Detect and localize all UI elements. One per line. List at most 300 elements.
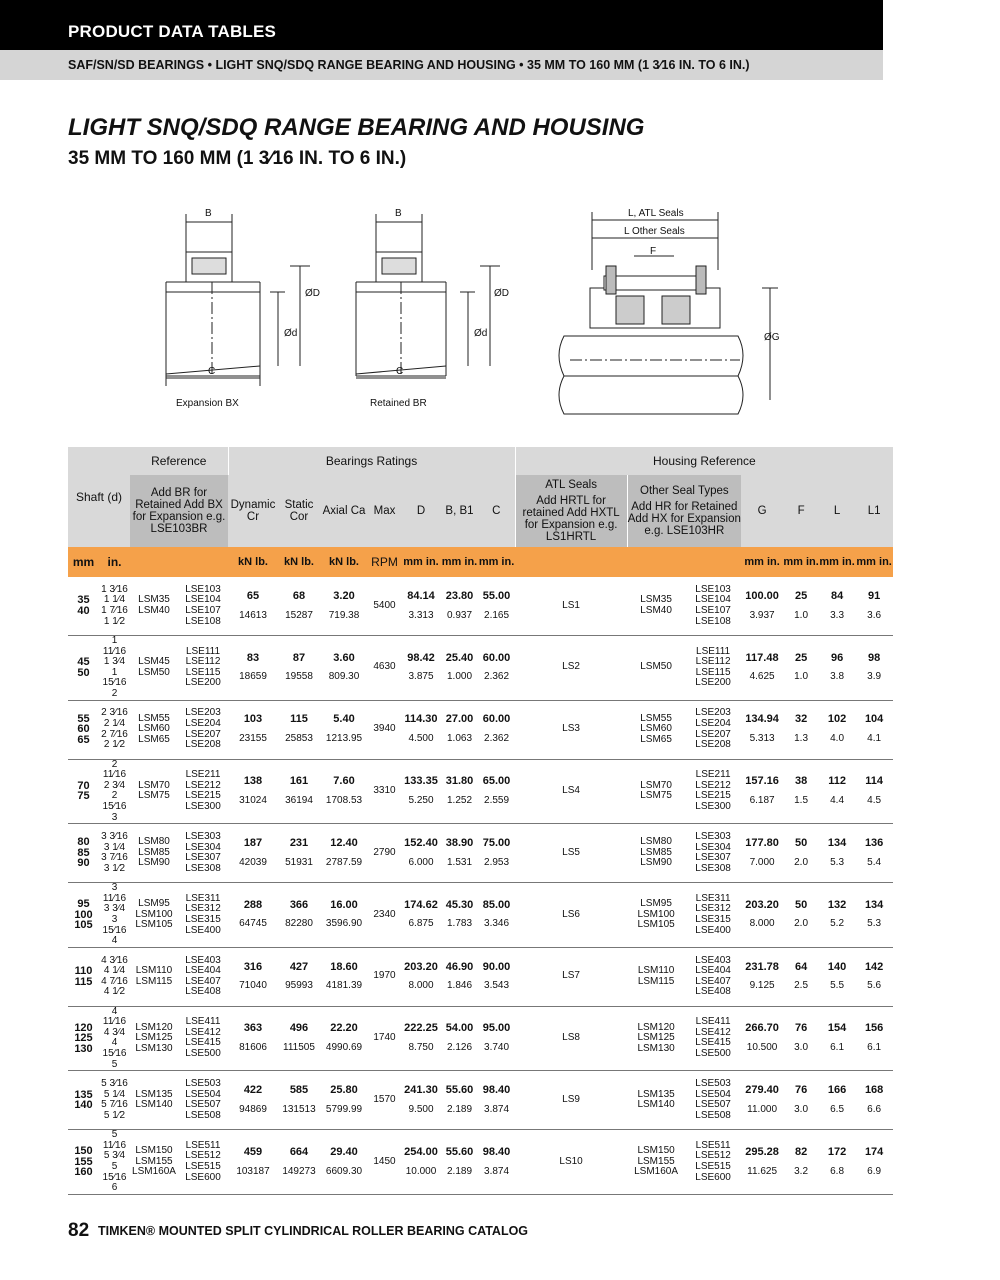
dim-l-metric: 102	[827, 713, 847, 726]
cell-atl-housing: LS3	[515, 700, 627, 759]
cell-dim-l	[819, 947, 855, 1006]
dim-f-imperial: 1.0	[794, 609, 809, 621]
dim-c-metric: 85.00	[482, 898, 511, 911]
cell-other-lsm: LSM150 LSM155 LSM160A	[627, 1130, 685, 1195]
axial-metric: 25.80	[330, 1084, 358, 1097]
cell-dim-g	[741, 883, 783, 948]
dim-f-metric: 76	[794, 1084, 808, 1097]
cell-shaft-in: 1 3⁄16 1 1⁄4 1 7⁄16 1 1⁄2	[99, 577, 130, 636]
dynamic-metric: 422	[243, 1084, 263, 1097]
unit-mm: mm	[68, 547, 99, 577]
cell-other-lse: LSE203 LSE204 LSE207 LSE208	[685, 700, 741, 759]
cell-static	[278, 700, 320, 759]
cell-dim-g	[741, 1006, 783, 1071]
cell-other-lse: LSE111 LSE112 LSE115 LSE200	[685, 636, 741, 701]
cell-max-rpm: 2340	[368, 883, 401, 948]
cell-shaft-in: 3 11⁄16 3 3⁄4 3 15⁄16 4	[99, 883, 130, 948]
dim-g-imperial: 6.187	[749, 794, 775, 806]
table-row	[68, 759, 893, 824]
dim-l-metric: 112	[828, 775, 846, 788]
table-row	[68, 1130, 893, 1195]
dim-l1-metric: 98	[868, 651, 881, 664]
cell-ref-lsm: LSM110 LSM115	[130, 947, 178, 1006]
header-other	[627, 475, 741, 547]
dim-id-left: Ød	[284, 328, 298, 339]
dim-l-metric: 96	[830, 651, 844, 664]
dim-f-metric: 50	[794, 898, 808, 911]
cell-ref-lsm: LSM135 LSM140	[130, 1071, 178, 1130]
header-atl	[515, 475, 627, 547]
dynamic-metric: 83	[246, 651, 260, 664]
dim-l1-imperial: 4.5	[867, 794, 882, 806]
cell-dim-l	[819, 577, 855, 636]
dynamic-imperial: 81606	[239, 1041, 267, 1053]
dynamic-imperial: 103187	[236, 1165, 270, 1177]
cell-other-lsm: LSM120 LSM125 LSM130	[627, 1006, 685, 1071]
cell-other-lsm: LSM70 LSM75	[627, 759, 685, 824]
cell-ref-lse: LSE503 LSE504 LSE507 LSE508	[178, 1071, 228, 1130]
static-metric: 664	[289, 1145, 309, 1158]
dim-b-metric: 23.80	[445, 589, 474, 602]
page-title: LIGHT SNQ/SDQ RANGE BEARING AND HOUSING	[68, 114, 645, 141]
cell-dim-g	[741, 759, 783, 824]
cell-dim-l	[819, 1006, 855, 1071]
dynamic-metric: 138	[243, 775, 263, 788]
cell-dim-f	[783, 1071, 819, 1130]
dim-f-metric: 38	[794, 775, 808, 788]
cell-dim-l	[819, 824, 855, 883]
cell-dim-l1	[855, 1130, 893, 1195]
cell-axial	[320, 636, 368, 701]
cell-dim-d	[401, 1006, 441, 1071]
header-max: Max	[368, 475, 401, 547]
cell-dynamic	[228, 947, 278, 1006]
dim-l1-imperial: 5.4	[867, 856, 882, 868]
axial-imperial: 4990.69	[325, 1041, 363, 1053]
axial-imperial: 2787.59	[325, 856, 363, 868]
cell-dim-d	[401, 883, 441, 948]
cell-max-rpm: 2790	[368, 824, 401, 883]
static-metric: 366	[289, 898, 309, 911]
cell-shaft-mm: 150 155 160	[68, 1130, 99, 1195]
cell-other-lse: LSE303 LSE304 LSE307 LSE308	[685, 824, 741, 883]
cell-dim-b	[441, 1071, 478, 1130]
dim-b-imperial: 0.937	[446, 609, 473, 621]
dim-c-imperial: 2.559	[484, 794, 510, 806]
dim-l-metric: 140	[827, 960, 847, 973]
dynamic-metric: 316	[243, 960, 263, 973]
dynamic-metric: 363	[243, 1022, 263, 1035]
dim-d-imperial: 6.000	[408, 856, 434, 868]
cell-ref-lsm: LSM70 LSM75	[130, 759, 178, 824]
cell-atl-housing: LS8	[515, 1006, 627, 1071]
cell-dim-f	[783, 700, 819, 759]
dim-l-right: L Other Seals	[624, 226, 685, 237]
cell-max-rpm: 4630	[368, 636, 401, 701]
cell-dim-d	[401, 700, 441, 759]
dim-f-imperial: 2.0	[794, 918, 809, 930]
dim-b-metric: 45.30	[445, 898, 474, 911]
cell-dim-d	[401, 824, 441, 883]
cell-dim-f	[783, 577, 819, 636]
cell-max-rpm: 1970	[368, 947, 401, 1006]
dim-b-metric: 25.40	[445, 651, 474, 664]
cell-max-rpm: 1740	[368, 1006, 401, 1071]
dim-g-imperial: 9.125	[749, 980, 775, 992]
cell-dim-f	[783, 636, 819, 701]
dim-c-imperial: 2.165	[484, 609, 510, 621]
cell-max-rpm: 3940	[368, 700, 401, 759]
cell-dynamic	[228, 883, 278, 948]
cell-dim-b	[441, 824, 478, 883]
dim-c-metric: 75.00	[482, 837, 511, 850]
dynamic-imperial: 14613	[239, 609, 267, 621]
cell-dim-f	[783, 824, 819, 883]
dim-d-imperial: 3.875	[408, 671, 434, 683]
cell-dim-g	[741, 577, 783, 636]
cell-shaft-in: 5 3⁄16 5 1⁄4 5 7⁄16 5 1⁄2	[99, 1071, 130, 1130]
dim-g-right: ØG	[764, 332, 780, 343]
dynamic-metric: 65	[246, 589, 260, 602]
dynamic-imperial: 94869	[239, 1103, 267, 1115]
cell-dim-b	[441, 883, 478, 948]
cell-dim-l	[819, 1071, 855, 1130]
dim-f-right: F	[650, 246, 657, 257]
dim-l1-imperial: 3.6	[867, 609, 882, 621]
cell-dynamic	[228, 1130, 278, 1195]
cell-dim-b	[441, 636, 478, 701]
cell-dim-l1	[855, 700, 893, 759]
dim-l1-imperial: 6.1	[867, 1041, 882, 1053]
cell-atl-housing: LS4	[515, 759, 627, 824]
cell-other-lse: LSE511 LSE512 LSE515 LSE600	[685, 1130, 741, 1195]
dim-od-left: ØD	[305, 288, 320, 299]
dim-g-metric: 279.40	[745, 1084, 779, 1097]
dim-c-metric: 60.00	[482, 713, 511, 726]
axial-imperial: 6609.30	[325, 1165, 363, 1177]
cell-ref-lse: LSE111 LSE112 LSE115 LSE200	[178, 636, 228, 701]
dim-f-metric: 76	[794, 1022, 808, 1035]
dim-f-metric: 64	[794, 960, 808, 973]
cell-dynamic	[228, 759, 278, 824]
cell-dim-f	[783, 1130, 819, 1195]
unit-kn-dyn: kN lb.	[228, 547, 278, 577]
header-atl-note: Add HRTL for retained Add HXTL for Expansion e.g. LS1HRTL	[522, 495, 620, 543]
page-number: 82	[68, 1220, 90, 1241]
cell-other-lsm: LSM55 LSM60 LSM65	[627, 700, 685, 759]
dim-c-metric: 98.40	[482, 1145, 511, 1158]
static-imperial: 15287	[285, 609, 313, 621]
unit-kn-ax: kN lb.	[320, 547, 368, 577]
dim-d-imperial: 5.250	[408, 794, 434, 806]
dim-f-imperial: 3.0	[794, 1103, 809, 1115]
axial-imperial: 1708.53	[325, 794, 363, 806]
cell-static	[278, 1071, 320, 1130]
axial-metric: 7.60	[333, 775, 355, 788]
cell-shaft-mm: 120 125 130	[68, 1006, 99, 1071]
cell-dim-l1	[855, 636, 893, 701]
dim-c-mid: C	[396, 366, 404, 377]
header-dynamic: Dynamic Cr	[228, 475, 278, 547]
cell-dim-b	[441, 700, 478, 759]
dim-g-imperial: 11.625	[747, 1165, 777, 1177]
cell-dim-c	[478, 636, 515, 701]
header-other-title: Other Seal Types	[640, 485, 729, 497]
cell-axial	[320, 1071, 368, 1130]
dim-c-imperial: 3.346	[484, 918, 510, 930]
unit-f: mm in.	[783, 547, 819, 577]
cell-shaft-mm: 55 60 65	[68, 700, 99, 759]
dim-d-metric: 152.40	[404, 837, 438, 850]
cell-shaft-mm: 110 115	[68, 947, 99, 1006]
cell-ref-lsm: LSM120 LSM125 LSM130	[130, 1006, 178, 1071]
bearing-diagrams	[150, 200, 800, 425]
dim-od-mid: ØD	[494, 288, 509, 299]
cell-axial	[320, 883, 368, 948]
static-metric: 68	[292, 589, 306, 602]
dim-d-metric: 133.35	[404, 775, 438, 788]
section-title: PRODUCT DATA TABLES	[68, 22, 277, 41]
dim-l-imperial: 3.3	[830, 609, 845, 621]
unit-in: in.	[99, 547, 130, 577]
dim-d-imperial: 6.875	[408, 918, 434, 930]
cell-dim-l1	[855, 1006, 893, 1071]
page-subtitle: 35 MM TO 160 MM (1 3⁄16 IN. TO 6 IN.)	[68, 148, 407, 169]
cell-dim-c	[478, 1071, 515, 1130]
dim-l-imperial: 5.3	[830, 856, 845, 868]
cell-dim-c	[478, 947, 515, 1006]
cell-dim-f	[783, 883, 819, 948]
unit-l: mm in.	[819, 547, 855, 577]
dim-b-metric: 55.60	[445, 1145, 474, 1158]
cell-dim-c	[478, 1006, 515, 1071]
dim-c-left: C	[208, 366, 216, 377]
dim-c-metric: 95.00	[482, 1022, 511, 1035]
unit-c: mm in.	[478, 547, 515, 577]
axial-metric: 16.00	[330, 898, 358, 911]
static-metric: 427	[289, 960, 309, 973]
cell-other-lsm: LSM95 LSM100 LSM105	[627, 883, 685, 948]
header-d: D	[401, 475, 441, 547]
cell-dim-d	[401, 947, 441, 1006]
cell-dynamic	[228, 636, 278, 701]
static-imperial: 149273	[282, 1165, 316, 1177]
axial-imperial: 5799.99	[325, 1103, 363, 1115]
dim-g-metric: 203.20	[745, 898, 779, 911]
dim-c-imperial: 3.874	[484, 1103, 510, 1115]
cell-other-lsm: LSM135 LSM140	[627, 1071, 685, 1130]
cell-dim-b	[441, 759, 478, 824]
dim-g-imperial: 4.625	[749, 671, 775, 683]
cell-dim-l1	[855, 824, 893, 883]
axial-imperial: 719.38	[328, 609, 360, 621]
axial-metric: 5.40	[333, 713, 355, 726]
static-metric: 161	[289, 775, 309, 788]
bearing-drawing	[150, 200, 800, 420]
cell-static	[278, 759, 320, 824]
axial-metric: 22.20	[330, 1022, 358, 1035]
dim-g-imperial: 5.313	[749, 733, 775, 745]
dim-l1-metric: 91	[868, 589, 881, 602]
cell-dynamic	[228, 1006, 278, 1071]
cell-dim-l1	[855, 577, 893, 636]
dim-b-imperial: 1.531	[446, 856, 473, 868]
dim-g-metric: 177.80	[745, 837, 779, 850]
cell-dim-l	[819, 1130, 855, 1195]
dim-d-metric: 222.25	[404, 1022, 438, 1035]
cell-ref-lse: LSE303 LSE304 LSE307 LSE308	[178, 824, 228, 883]
cell-other-lsm: LSM35 LSM40	[627, 577, 685, 636]
cell-dim-d	[401, 1071, 441, 1130]
dim-f-metric: 50	[794, 837, 808, 850]
table-row	[68, 883, 893, 948]
dim-d-metric: 84.14	[407, 589, 435, 602]
dim-b-imperial: 1.252	[446, 794, 473, 806]
dim-id-mid: Ød	[474, 328, 488, 339]
header-other-note: Add HR for Retained Add HX for Expansion e.g. LSE103HR	[627, 501, 741, 537]
cell-dim-b	[441, 1130, 478, 1195]
cell-dim-g	[741, 700, 783, 759]
cell-other-lse: LSE211 LSE212 LSE215 LSE300	[685, 759, 741, 824]
dim-l-imperial: 6.5	[830, 1103, 845, 1115]
dim-l1-imperial: 3.9	[867, 671, 882, 683]
static-imperial: 19558	[285, 671, 313, 683]
cell-shaft-mm: 95 100 105	[68, 883, 99, 948]
cell-dynamic	[228, 700, 278, 759]
cell-dim-g	[741, 947, 783, 1006]
dim-g-imperial: 7.000	[749, 856, 775, 868]
dim-l-imperial: 5.5	[830, 980, 845, 992]
cell-dim-c	[478, 759, 515, 824]
cell-ref-lse: LSE411 LSE412 LSE415 LSE500	[178, 1006, 228, 1071]
dim-d-imperial: 3.313	[408, 609, 434, 621]
dim-b-imperial: 2.189	[446, 1165, 473, 1177]
dim-b-metric: 55.60	[445, 1084, 474, 1097]
dynamic-imperial: 18659	[239, 671, 267, 683]
unit-b: mm in.	[441, 547, 478, 577]
cell-dim-d	[401, 1130, 441, 1195]
cell-axial	[320, 1006, 368, 1071]
section-subtitle: SAF/SN/SD BEARINGS • LIGHT SNQ/SDQ RANGE BEARING AND HOUSING • 35 MM TO 160 MM (1 3⁄16 IN. TO 6 IN.)	[68, 58, 750, 72]
cell-static	[278, 947, 320, 1006]
dim-f-metric: 25	[794, 589, 808, 602]
axial-imperial: 1213.95	[325, 733, 363, 745]
caption-expansion: Expansion BX	[176, 398, 239, 409]
cell-dim-d	[401, 636, 441, 701]
dim-b-imperial: 1.783	[446, 918, 473, 930]
dynamic-metric: 288	[243, 898, 263, 911]
dim-b-metric: 31.80	[445, 775, 474, 788]
dim-l-imperial: 6.8	[830, 1165, 845, 1177]
header-l: L	[819, 475, 855, 547]
dim-c-imperial: 2.953	[484, 856, 510, 868]
cell-dim-l1	[855, 759, 893, 824]
cell-dim-g	[741, 1071, 783, 1130]
dynamic-metric: 187	[243, 837, 263, 850]
dynamic-metric: 459	[243, 1145, 263, 1158]
dim-d-imperial: 8.000	[408, 980, 434, 992]
cell-dim-l1	[855, 1071, 893, 1130]
cell-atl-housing: LS5	[515, 824, 627, 883]
dim-c-metric: 65.00	[482, 775, 511, 788]
dim-d-metric: 174.62	[404, 898, 438, 911]
cell-static	[278, 1006, 320, 1071]
dim-c-metric: 60.00	[482, 651, 511, 664]
cell-dim-c	[478, 1130, 515, 1195]
cell-atl-housing: LS7	[515, 947, 627, 1006]
dim-d-metric: 241.30	[404, 1084, 438, 1097]
dim-f-imperial: 2.0	[794, 856, 809, 868]
cell-ref-lse: LSE511 LSE512 LSE515 LSE600	[178, 1130, 228, 1195]
dim-l1-metric: 156	[864, 1022, 884, 1035]
header-atl-title: ATL Seals	[545, 479, 597, 491]
cell-shaft-mm: 45 50	[68, 636, 99, 701]
cell-dim-c	[478, 824, 515, 883]
dynamic-imperial: 23155	[239, 733, 267, 745]
dim-g-imperial: 3.937	[749, 609, 775, 621]
dim-f-imperial: 1.3	[794, 733, 809, 745]
cell-ref-lse: LSE211 LSE212 LSE215 LSE300	[178, 759, 228, 824]
dim-b-left: B	[205, 208, 212, 219]
dim-b-imperial: 2.126	[446, 1041, 473, 1053]
dim-l1-imperial: 5.3	[867, 918, 882, 930]
cell-dim-g	[741, 636, 783, 701]
dim-d-imperial: 8.750	[408, 1041, 434, 1053]
axial-metric: 3.20	[333, 589, 355, 602]
dynamic-imperial: 64745	[239, 918, 267, 930]
header-shaft: Shaft (d)	[68, 447, 130, 547]
cell-static	[278, 883, 320, 948]
dim-f-metric: 82	[794, 1145, 808, 1158]
dim-g-metric: 266.70	[745, 1022, 779, 1035]
dim-f-imperial: 2.5	[794, 980, 809, 992]
header-housing: Housing Reference	[515, 447, 893, 475]
cell-other-lse: LSE311 LSE312 LSE315 LSE400	[685, 883, 741, 948]
cell-dim-b	[441, 1006, 478, 1071]
dim-f-imperial: 1.5	[794, 794, 809, 806]
cell-ref-lsm: LSM80 LSM85 LSM90	[130, 824, 178, 883]
header-b: B, B1	[441, 475, 478, 547]
cell-ref-lse: LSE311 LSE312 LSE315 LSE400	[178, 883, 228, 948]
cell-max-rpm: 5400	[368, 577, 401, 636]
dim-b-imperial: 1.846	[446, 980, 473, 992]
dynamic-metric: 103	[243, 713, 263, 726]
dim-b-imperial: 2.189	[446, 1103, 473, 1115]
table-row	[68, 577, 893, 636]
dim-l1-imperial: 6.9	[867, 1165, 882, 1177]
cell-ref-lse: LSE403 LSE404 LSE407 LSE408	[178, 947, 228, 1006]
static-imperial: 111505	[283, 1041, 315, 1053]
dim-l-imperial: 5.2	[830, 918, 845, 930]
dim-l1-metric: 142	[864, 960, 884, 973]
cell-ref-lse: LSE103 LSE104 LSE107 LSE108	[178, 577, 228, 636]
units-row	[68, 547, 893, 577]
cell-dim-l1	[855, 883, 893, 948]
dim-l-imperial: 6.1	[830, 1041, 845, 1053]
cell-max-rpm: 1450	[368, 1130, 401, 1195]
cell-dim-b	[441, 947, 478, 1006]
dim-g-metric: 295.28	[745, 1145, 779, 1158]
cell-other-lsm: LSM50	[627, 636, 685, 701]
dim-b-metric: 27.00	[445, 713, 474, 726]
dim-f-imperial: 3.2	[794, 1165, 809, 1177]
cell-static	[278, 636, 320, 701]
cell-ref-lsm: LSM95 LSM100 LSM105	[130, 883, 178, 948]
footer-text: TIMKEN® MOUNTED SPLIT CYLINDRICAL ROLLER BEARING CATALOG	[98, 1224, 529, 1238]
cell-dim-d	[401, 577, 441, 636]
dim-g-imperial: 8.000	[749, 918, 775, 930]
dim-g-imperial: 10.500	[746, 1041, 778, 1053]
